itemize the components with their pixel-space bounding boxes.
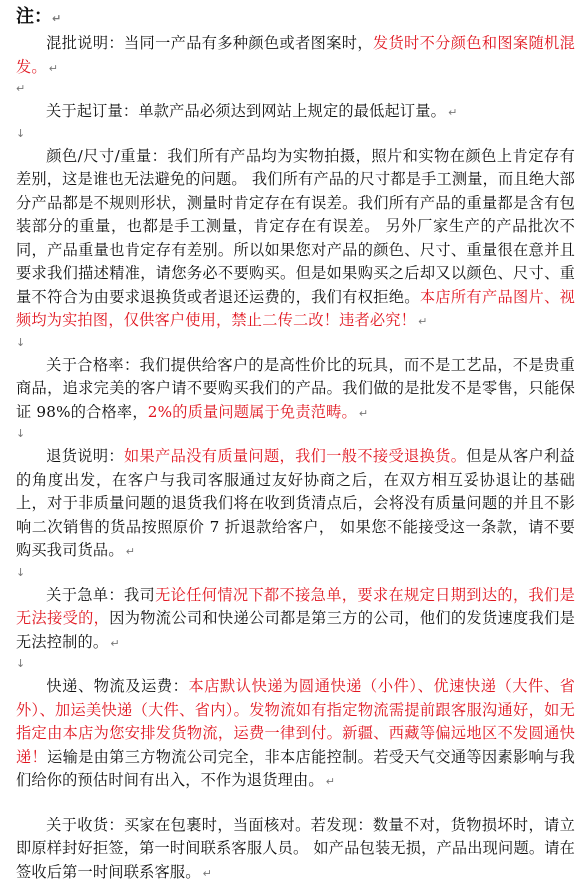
receiving-note (16, 814, 575, 885)
body-text: 关于起订量：单款产品必须达到网站上规定的最低起订量。 (46, 102, 446, 120)
body-text: 颜色/尺寸/重量：我们所有产品均为实物拍摄，照片和实物在颜色上肯定存有差别，这是谁也无法避免的问题。 我们所有产品的尺寸都是手工测量，而且绝大部分产品都是不规则形状，测量时肯定存在有误差。我们所有产品的重量都是含有包装部分的重量，也都是手工测量，肯定存在有误差。 另外厂家生产的产品批次不同，产品重量也肯定存有差别。所以如果您对产品的颜色、尺寸、重量很在意并且要求我们描述精准，请您务必不要购买。但是如果购买之后却又以颜色、尺寸、重量不符合为由要求退换货或者退还运费的，我们有权拒绝。 (16, 147, 575, 306)
paragraph-mark: ↵ (52, 12, 61, 25)
body-text: 因为物流公司和快递公司都是第三方的公司，他们的发货速度我们是无法控制的。 (16, 609, 575, 651)
break-mark: ↓ (16, 127, 25, 140)
highlighted-text: 如果产品没有质量问题，我们一般不接受退换货。 (124, 447, 466, 465)
color-size-weight-note (16, 145, 575, 334)
paragraph-mark: ↵ (418, 315, 427, 328)
paragraph-mark: ↵ (359, 407, 368, 420)
body-text: 关于急单：我司 (46, 586, 155, 604)
paragraph-gap (16, 334, 575, 354)
paragraph-mark: ↵ (110, 637, 119, 650)
shipping-note (16, 675, 575, 794)
paragraph-mark: ↵ (203, 867, 212, 880)
highlighted-text: 2%的质量问题属于免责范畴。 (148, 403, 357, 421)
return-policy-note (16, 445, 575, 564)
highlighted-text: 本店默认快递为圆通快递（小件）、优速快递（大件、省外）、加运美快递（大件、省内）。发物流如有指定物流需提前跟客服沟通好，如无指定由本店为您安排发货物流，运费一律到付。新疆、西藏等偏远地区不发圆通快递！ (16, 677, 575, 766)
highlighted-text: 无论任何情况下都不接急单，要求在规定日期到达的，我们是无法接受的， (16, 586, 575, 628)
break-mark: ↓ (16, 566, 25, 579)
paragraph-gap (16, 794, 575, 814)
paragraph-gap (16, 425, 575, 445)
minimum-order-note (16, 100, 575, 125)
body-text: 快递、物流及运费： (46, 677, 188, 695)
urgent-order-note (16, 584, 575, 656)
break-mark: ↓ (16, 657, 25, 670)
paragraph-gap (16, 564, 575, 584)
paragraph-gap (16, 125, 575, 145)
paragraph-gap (16, 655, 575, 675)
mixed-batch-note (16, 32, 575, 80)
break-mark: ↵ (16, 82, 25, 95)
break-mark: ↓ (16, 336, 25, 349)
highlighted-text: 本店所有产品图片、视频均为实拍图，仅供客户使用，禁止二传二改！违者必究！ (16, 288, 575, 330)
highlighted-text: 发货时不分颜色和图案随机混发。 (16, 34, 575, 76)
heading-text: 注： (16, 6, 52, 27)
document-heading (16, 4, 575, 32)
qualification-rate-note (16, 354, 575, 426)
notice-sections (16, 32, 575, 885)
paragraph-mark: ↵ (448, 106, 457, 119)
paragraph-mark: ↵ (49, 62, 58, 75)
body-text: 关于合格率：我们提供给客户的是高性价比的玩具，而不是工艺品，不是贵重商品，追求完美的客户请不要购买我们的产品。我们做的是批发不是零售，只能保证 98%的合格率， (16, 356, 575, 421)
paragraph-mark: ↵ (126, 545, 135, 558)
paragraph-mark: ↵ (326, 775, 335, 788)
body-text: 关于收货：买家在包裹时，当面核对。若发现：数量不对，货物损坏时，请立即原样封好拒签，第一时间联系客服人员。 如产品包装无损，产品出现问题。请在签收后第一时间联系客服。 (16, 816, 575, 881)
body-text: 退货说明： (46, 447, 124, 465)
break-mark: ↓ (16, 427, 25, 440)
body-text: 但是从客户利益的角度出发，在客户与我司客服通过友好协商之后，在双方相互妥协退让的基础上，对于非质量问题的退货我们将在收到货清点后，会将没有质量问题的并且不影响二次销售的货品按照原价 7 折退款给客户， 如果您不能接受这一条款，请不要购买我司货品。 (16, 447, 575, 559)
body-text: 运输是由第三方物流公司完全，非本店能控制。若受天气交通等因素影响与我们给你的预估时间有出入，不作为退货理由。 (16, 748, 575, 790)
body-text: 混批说明：当同一产品有多种颜色或者图案时， (46, 34, 373, 52)
paragraph-gap (16, 80, 575, 100)
